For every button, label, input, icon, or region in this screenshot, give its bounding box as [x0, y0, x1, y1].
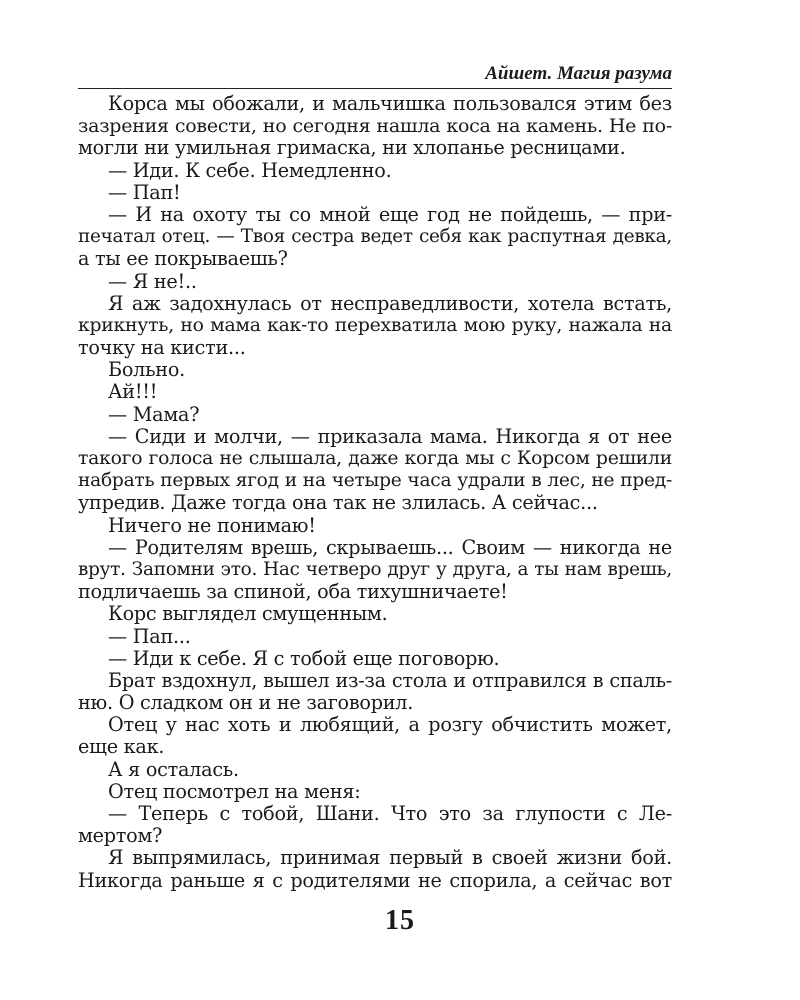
text-line: Ничего не понимаю!: [108, 513, 316, 537]
text-line: Никогда раньше я с родителями не спорила, а сейчас вот: [78, 868, 672, 892]
text-line: Корс выглядел смущенным.: [108, 602, 388, 626]
text-line: крикнуть, но мама как-то перехватила мою руку, нажала на: [78, 314, 672, 336]
text-line: набрать первых ягод и на четыре часа удрали в лес, не пред-: [78, 470, 672, 492]
text-line: Я аж задохнулась от несправедливости, хотела встать,: [108, 291, 672, 315]
text-line: — И на охоту ты со мной еще год не пойдешь, — при-: [108, 202, 672, 226]
text-line: — Родителям врешь, скрываешь... Своим — никогда не: [108, 535, 672, 559]
text-line: ню. О сладком он и не заговорил.: [78, 691, 414, 715]
text-line: Отец у нас хоть и любящий, а розгу обчистить может,: [108, 713, 672, 737]
text-line: Брат вздохнул, вышел из-за стола и отправился в спаль-: [108, 668, 672, 692]
text-line: Корса мы обожали, и мальчишка пользовался этим без: [108, 92, 672, 115]
text-line: Больно.: [108, 358, 185, 382]
text-line: упредив. Даже тогда она так не злилась. А сейчас...: [78, 491, 598, 515]
text-line: А я осталась.: [108, 757, 239, 781]
text-line: — Я не!..: [108, 269, 197, 293]
text-line: могли ни умильная гримаска, ни хлопанье ресницами.: [78, 136, 626, 160]
body-text: [78, 93, 672, 892]
page-number: 15: [385, 905, 415, 936]
text-line: печатал отец. — Твоя сестра ведет себя как распутная девка,: [78, 226, 672, 248]
text-line: Ай!!!: [108, 380, 158, 404]
text-line: — Пап...: [108, 624, 191, 648]
text-line: Отец посмотрел на меня:: [108, 779, 361, 803]
text-line: — Иди. К себе. Немедленно.: [108, 158, 392, 182]
header-rule: [78, 88, 672, 89]
running-header: Айшет. Магия разума: [485, 63, 672, 84]
text-line: подличаешь за спиной, оба тихушничаете!: [78, 580, 508, 604]
text-line: врут. Запомни это. Нас четверо друг у друга, а ты нам врешь,: [78, 558, 672, 580]
text-line: точку на кисти...: [78, 336, 246, 360]
text-line: такого голоса не слышала, даже когда мы с Корсом решили: [78, 448, 672, 469]
text-line: а ты ее покрываешь?: [78, 247, 288, 271]
text-line: — Теперь с тобой, Шани. Что это за глупости с Ле-: [108, 802, 672, 825]
text-line: Я выпрямилась, принимая первый в своей жизни бой.: [108, 846, 672, 870]
text-line: — Сиди и молчи, — приказала мама. Никогда я от нее: [108, 424, 672, 448]
text-line: мертом?: [78, 824, 163, 848]
text-line: еще как.: [78, 735, 165, 759]
text-line: — Мама?: [108, 402, 200, 426]
text-line: — Иди к себе. Я с тобой еще поговорю.: [108, 646, 500, 670]
text-line: — Пап!: [108, 180, 181, 204]
text-line: зазрения совести, но сегодня нашла коса на камень. Не по-: [78, 115, 672, 138]
